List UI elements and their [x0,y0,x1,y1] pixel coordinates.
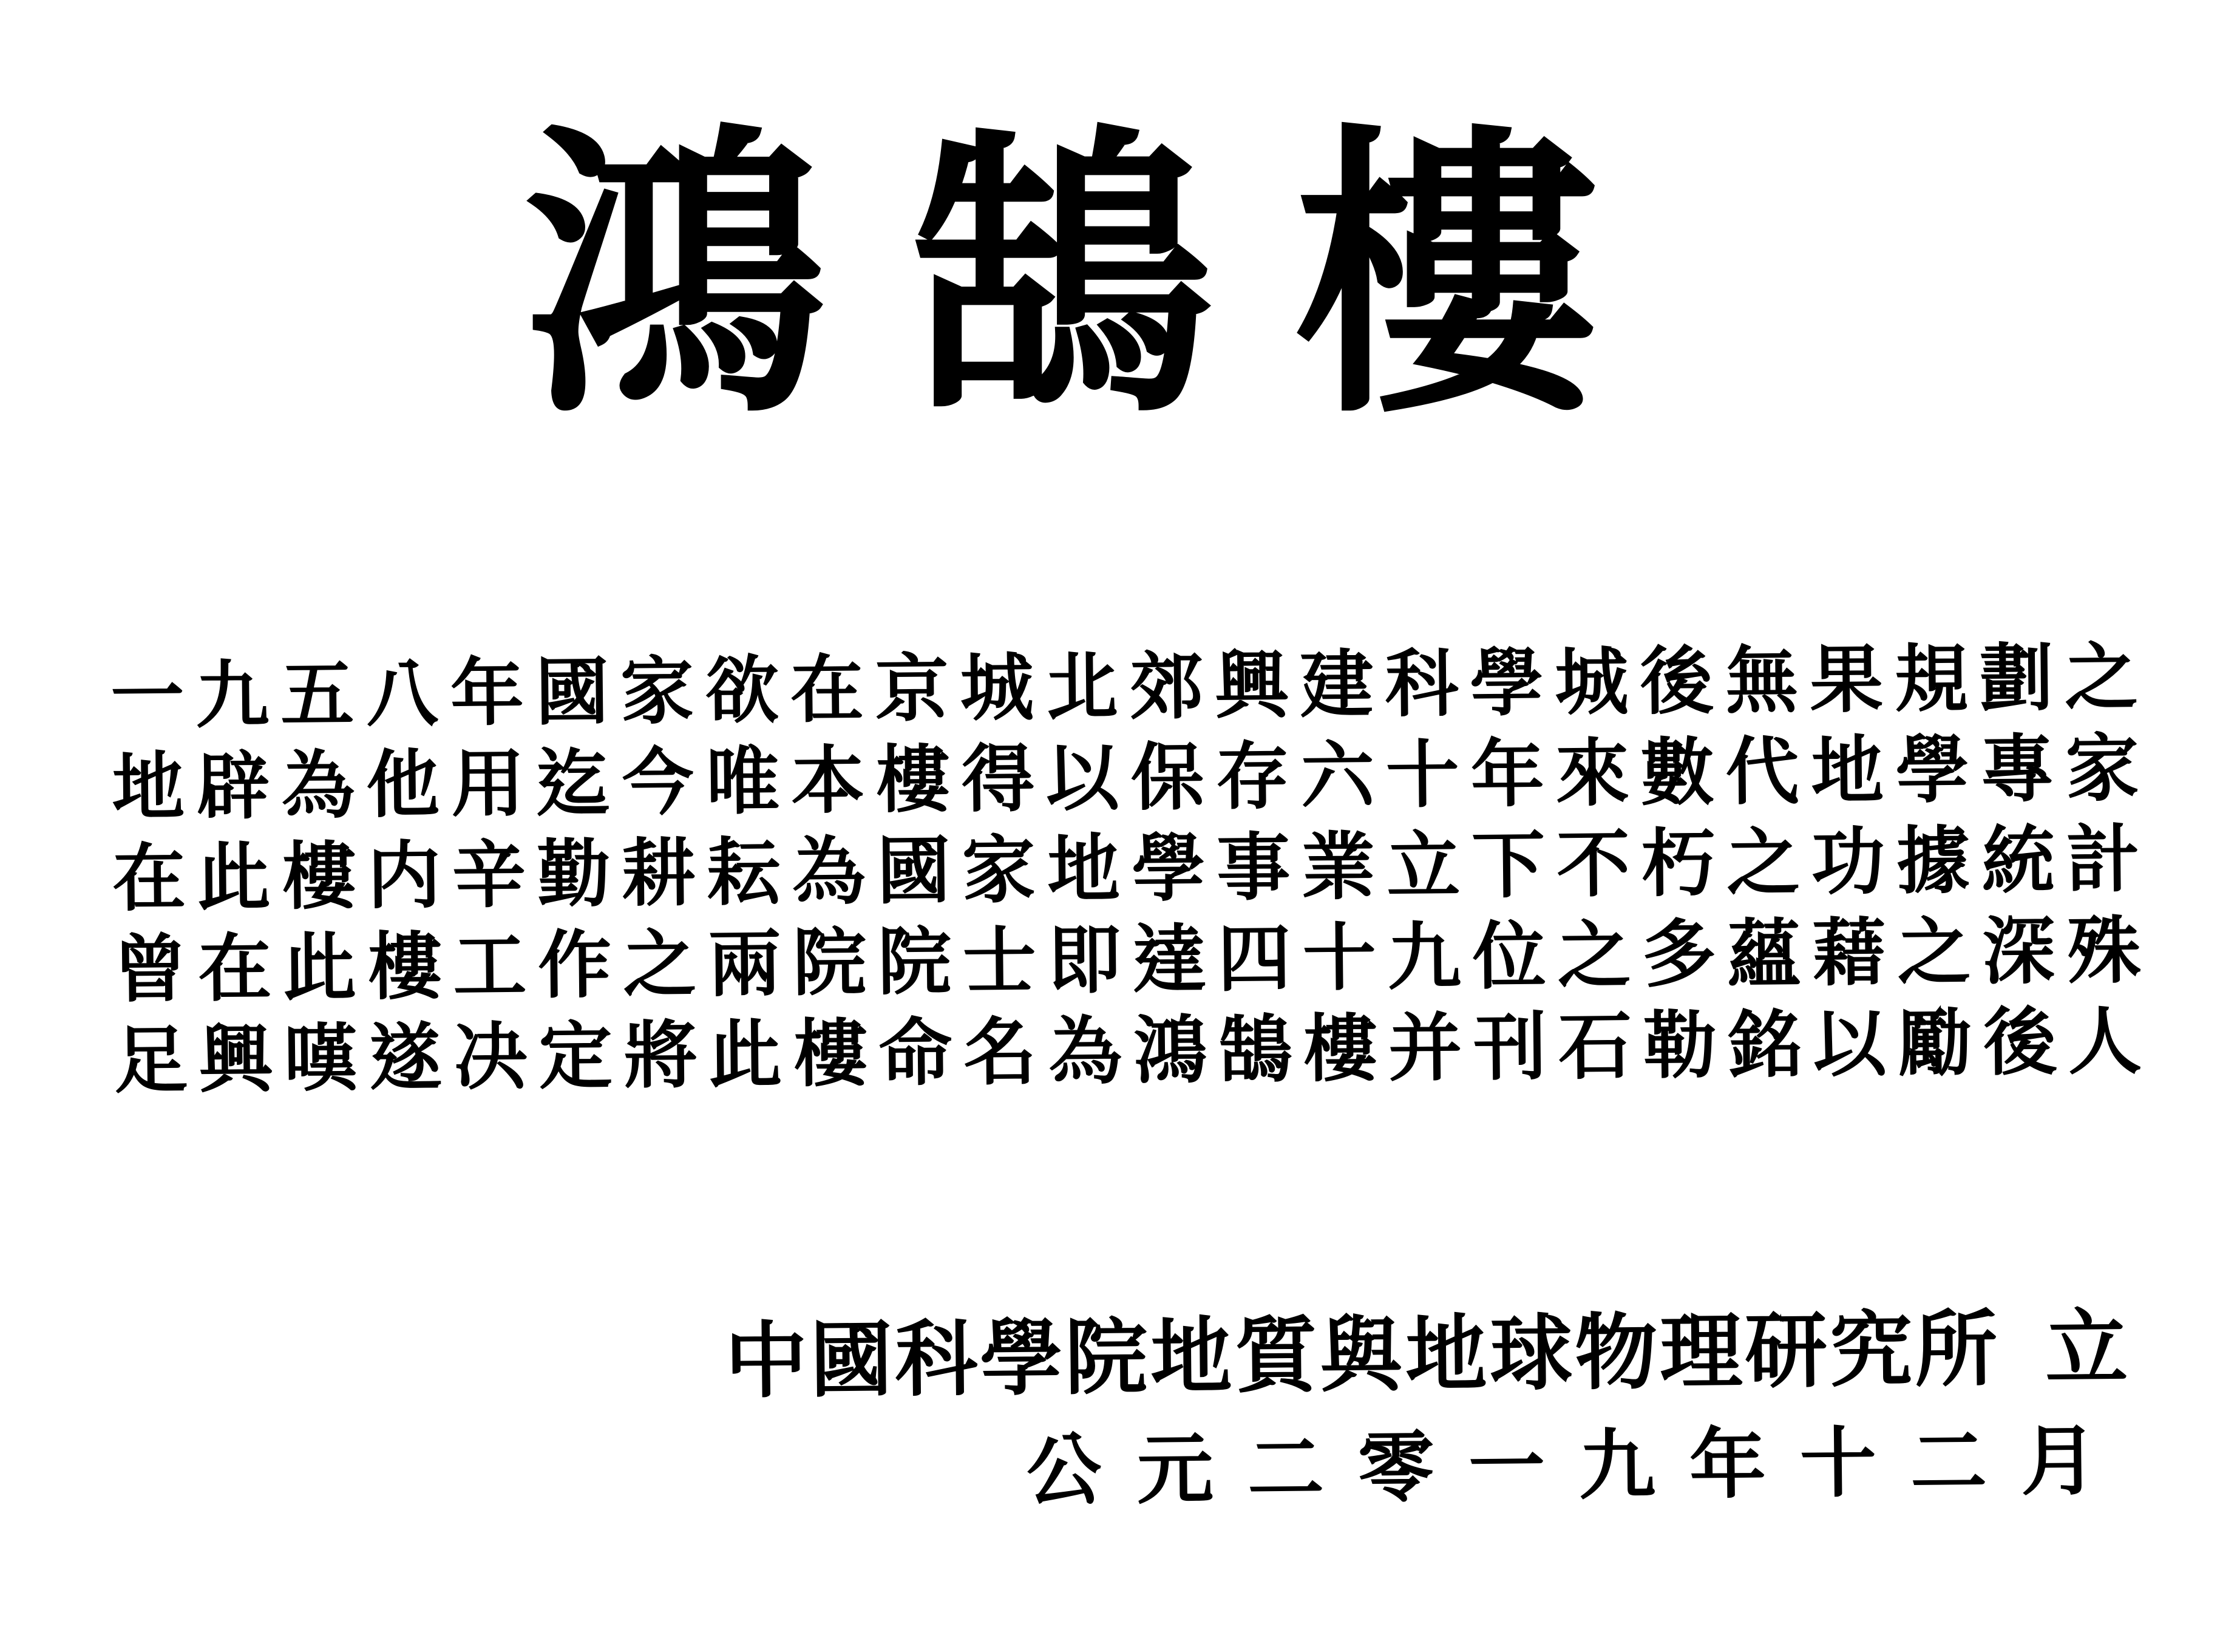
inscription-character: 專 [1980,725,2055,813]
inscription-character: 興 [199,1015,273,1103]
inscription-character: 在 [112,834,186,922]
inscription-character: 朽 [1641,819,1716,907]
inscription-character: 業 [1301,823,1376,911]
inscription-character: 銘 [1728,1001,1802,1089]
inscription-character: 耘 [707,828,781,916]
inscription-character: 科 [1384,639,1459,727]
inscription-character: 定 [538,1012,613,1100]
inscription-character: 欲 [705,646,779,734]
inscription-character: 城 [1554,638,1629,726]
inscription-character: 耕 [622,829,696,917]
inscription-line-5 [114,990,2142,1104]
inscription-character: 此 [282,923,358,1011]
inscription-character: 計 [2066,815,2140,903]
signature-block [724,1296,2131,1522]
inscription-character: 地 [1046,825,1121,913]
inscription-character: 嘆 [283,1015,358,1103]
inscription-character: 九 [195,651,270,739]
inscription-character: 决 [453,1013,528,1101]
inscription-character: 樓 [875,735,950,823]
inscription-character: 今 [620,738,696,826]
inscription-character: 命 [878,1008,953,1096]
inscription-character: 十 [1302,914,1377,1002]
inscription-character: 為 [280,741,356,829]
inscription-character: 無 [1724,636,1799,724]
inscription-character: 十 [1385,730,1460,818]
inscription-character: 之 [1556,911,1632,999]
inscription-character: 此 [197,833,271,921]
inscription-character: 學 [1895,726,1970,814]
inscription-character: 建 [1299,641,1374,729]
inscription-character: 曾 [112,925,188,1013]
inscription-character: 國 [876,826,951,914]
inscription-character: 院 [877,917,952,1005]
inscription-character: 京 [875,644,949,732]
inscription-character: 此 [708,1010,783,1098]
inscription-character: 位 [1472,912,1547,1000]
inscription-character: 存 [1215,732,1290,820]
inscription-character: 并 [1388,1004,1462,1092]
inscription-character: 九 [1387,913,1462,1001]
inscription-character: 年 [1470,730,1545,818]
inscription-character: 即 [1047,916,1122,1004]
inscription-character: 後 [1983,998,2057,1086]
inscription-character: 作 [537,921,612,1009]
inscription-character: 之 [622,920,697,1008]
inscription-character: 不 [1556,820,1631,908]
inscription-character: 為 [791,828,866,916]
inscription-character: 鵠 [1218,1005,1292,1093]
inscription-character: 學 [1469,639,1544,727]
inscription-character: 國 [535,648,609,736]
inscription-character: 果 [1809,635,1884,724]
inscription-character: 他 [365,740,441,828]
inscription-character: 後 [1639,637,1714,725]
inscription-character: 勒 [1643,1001,1717,1089]
inscription-character: 據 [1896,817,1971,905]
inscription-character: 為 [1048,1007,1123,1095]
inscription-character: 家 [2065,724,2140,812]
inscription-character: 保 [1130,733,1205,821]
inscription-character: 遂 [368,1013,443,1101]
inscription-character: 鴻 [1133,1006,1208,1094]
inscription-character: 樓 [367,922,443,1010]
inscription-character: 數 [1640,728,1715,816]
inscription-character: 樓 [793,1010,868,1098]
inscription-character: 唯 [705,737,780,825]
inscription-body [110,625,2142,1104]
inscription-character: 立 [1386,821,1461,909]
inscription-character: 劃 [1979,634,2054,722]
inscription-character: 迄 [535,739,611,827]
institution-name: 中國科學院地質與地球物理研究所 [724,1300,2000,1410]
inscription-character: 樓 [1303,1005,1377,1093]
inscription-character: 四 [1217,914,1292,1002]
inscription-character: 得 [960,735,1035,823]
inscription-character: 辛 [452,831,526,919]
inscription-character: 足 [114,1016,188,1104]
inscription-character: 規 [1894,634,1969,722]
inscription-character: 之 [2064,633,2139,721]
inscription-character: 年 [450,648,524,736]
inscription-character: 北 [1044,643,1119,731]
inscription-character: 功 [1811,817,1886,906]
inscription-character: 殊 [2066,906,2142,994]
inscription-character: 家 [961,826,1036,914]
inscription-character: 興 [1214,641,1289,729]
inscription-character: 勵 [1898,999,1972,1087]
inscription-character: 内 [367,831,441,919]
inscription-character: 人 [2068,997,2142,1086]
inscription-character: 五 [280,650,355,738]
inscription-character: 名 [963,1008,1038,1096]
inscription-character: 之 [1726,818,1801,906]
inscription-character: 深 [1981,907,2057,995]
inscription-character: 一 [110,651,185,740]
inscription-character: 代 [1725,727,1800,815]
date-line: 公元二零一九年十二月 [1026,1415,2132,1516]
inscription-character: 刊 [1473,1003,1547,1091]
inscription-character: 多 [1641,910,1717,998]
inscription-character: 本 [790,736,865,824]
inscription-character: 將 [623,1011,698,1099]
inscription-character: 學 [1131,824,1206,912]
inscription-character: 在 [790,645,864,733]
inscription-character: 以 [1045,734,1120,822]
inscription-character: 工 [452,922,528,1010]
signature-gap [2000,1377,2046,1378]
inscription-character: 家 [620,647,694,735]
inscription-character: 勤 [537,830,611,918]
inscription-character: 樓 [282,832,356,920]
inscription-character: 之 [1896,908,1972,996]
inscription-character: 辟 [195,742,271,830]
inscription-character: 六 [1300,732,1375,820]
inscription-character: 士 [962,917,1037,1005]
inscription-character: 蘊 [1726,909,1802,998]
inscription-character: 石 [1558,1002,1632,1090]
inscription-character: 地 [110,743,186,831]
signature-line [724,1296,2131,1413]
inscription-character: 達 [1132,915,1207,1003]
erected-by-character: 立 [2045,1299,2131,1398]
inscription-character: 八 [365,649,440,737]
inscription-character: 地 [1810,726,1885,815]
inscription-character: 下 [1471,821,1546,909]
inscription-character: 郊 [1129,642,1204,730]
inscription-character: 兩 [707,919,782,1007]
inscription-character: 用 [450,739,526,828]
inscription-character: 以 [1813,999,1887,1088]
inscription-character: 藉 [1811,908,1887,997]
inscription-character: 統 [1981,816,2055,904]
inscription-character: 在 [197,924,273,1012]
building-name-title: 鴻鵠樓 [523,98,1680,454]
inscription-character: 院 [792,919,867,1007]
inscription-character: 城 [959,644,1034,732]
inscription-character: 事 [1216,823,1291,911]
inscription-character: 來 [1555,729,1630,817]
